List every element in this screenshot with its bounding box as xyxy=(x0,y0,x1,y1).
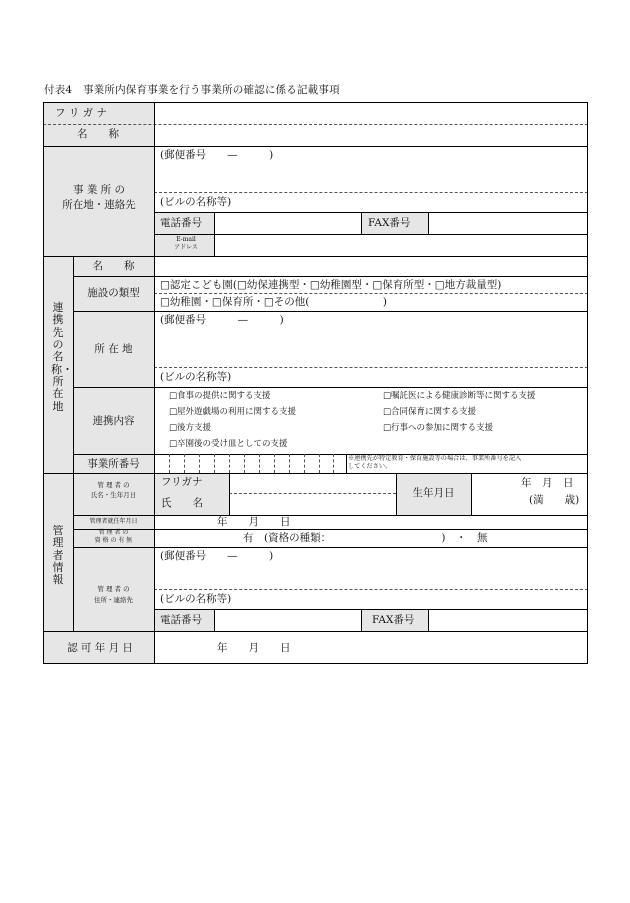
approval-value[interactable]: 年 月 日 xyxy=(217,642,291,654)
kanri-phone-label: 電話番号 xyxy=(160,614,202,626)
jigyousho-email-label-2: アドレス xyxy=(174,244,198,251)
renkei-building: (ビルの名称等) xyxy=(160,371,232,383)
kanri-side-label: 管理者情報 xyxy=(52,524,64,587)
qual-label-2: 資 格 の 有 無 xyxy=(94,537,133,544)
appointed-label: 管理者就任年月日 xyxy=(89,518,138,525)
jigyousho-label-2: 所在地・連絡先 xyxy=(62,199,136,211)
jigyousho-phone-field[interactable] xyxy=(215,213,360,233)
approval-label: 認 可 年 月 日 xyxy=(67,642,133,654)
facility-type-line-2[interactable]: □幼稚園・□保育所・□その他( ) xyxy=(160,296,387,308)
jigyousho-fax-field[interactable] xyxy=(429,213,587,233)
renkei-name-label: 名 称 xyxy=(92,260,135,272)
number-field[interactable] xyxy=(155,455,345,472)
jigyousho-postal: (郵便番号 — ) xyxy=(160,149,274,161)
kanri-fax-label: FAX番号 xyxy=(372,614,415,626)
name-field[interactable] xyxy=(155,125,587,145)
kanri-furigana-field[interactable] xyxy=(230,474,395,492)
kanri-address-field[interactable] xyxy=(155,564,587,588)
form-title: 付表4 事業所内保育事業を行う事業所の確認に係る記載事項 xyxy=(44,84,340,96)
content-item-4[interactable]: □合同保育に関する支援 xyxy=(383,407,477,417)
jigyousho-label-1: 事 業 所 の xyxy=(72,184,125,196)
kanri-name-label-2: 氏名・生年月日 xyxy=(90,491,137,499)
content-item-1[interactable]: □食事の提供に関する支援 xyxy=(169,391,271,401)
content-label: 連携内容 xyxy=(92,415,135,427)
jigyousho-phone-label: 電話番号 xyxy=(160,217,202,229)
kanri-name-label-1: 管 理 者 の xyxy=(97,481,130,489)
jigyousho-address-field[interactable] xyxy=(155,162,587,191)
furigana-label: フ リ ガ ナ xyxy=(55,107,108,119)
birth-value[interactable]: 年 月 日 xyxy=(521,477,574,489)
renkei-address-label: 所 在 地 xyxy=(94,343,133,355)
kanri-name-field[interactable] xyxy=(230,495,395,514)
jigyousho-fax-label: FAX番号 xyxy=(368,217,411,229)
number-label: 事業所番号 xyxy=(87,458,140,470)
kanri-addr-label-2: 住所・連絡先 xyxy=(94,596,133,604)
kanri-addr-label-1: 管 理 者 の xyxy=(97,585,130,593)
facility-type-label: 施設の類型 xyxy=(87,287,140,299)
kanri-shimei-label: 氏 名 xyxy=(161,497,203,509)
content-item-3[interactable]: □屋外遊戯場の利用に関する支援 xyxy=(169,407,297,417)
qual-value[interactable]: 有 (資格の種類： ) ・ 無 xyxy=(243,532,488,544)
age-value[interactable]: (満 歳) xyxy=(529,494,580,506)
kanri-phone-field[interactable] xyxy=(215,610,360,630)
jigyousho-email-label-1: E-mail xyxy=(176,236,196,243)
form-table xyxy=(43,102,588,664)
number-note-1: ※連携先が特定教育・保育施設等の場合は、事業所番号を記入 xyxy=(348,455,522,462)
jigyousho-building: (ビルの名称等) xyxy=(160,196,232,208)
furigana-field[interactable] xyxy=(155,103,587,123)
kanri-building: (ビルの名称等) xyxy=(160,593,232,605)
content-item-5[interactable]: □後方支援 xyxy=(169,423,212,433)
facility-type-line-1[interactable]: □認定こども園(□幼保連携型・□幼稚園型・□保育所型・□地方裁量型) xyxy=(160,279,502,291)
renkei-address-field[interactable] xyxy=(155,328,587,366)
qual-label-1: 管 理 者 の xyxy=(98,529,129,536)
renkei-name-field[interactable] xyxy=(155,257,587,275)
content-item-6[interactable]: □行事への参加に関する支援 xyxy=(383,423,494,433)
appointed-value[interactable]: 年 月 日 xyxy=(217,516,291,528)
kanri-postal: (郵便番号 — ) xyxy=(160,550,274,562)
jigyousho-email-field[interactable] xyxy=(215,235,587,255)
kanri-furigana-label: フリガナ xyxy=(161,476,203,488)
renkei-postal: (郵便番号 — ) xyxy=(160,314,284,326)
content-item-7[interactable]: □卒園後の受け皿としての支援 xyxy=(169,439,288,449)
content-item-2[interactable]: □嘱託医による健康診断等に関する支援 xyxy=(383,391,536,401)
renkei-side-label: 連携先の名称・所在地 xyxy=(51,301,73,413)
name-label: 名 称 xyxy=(77,128,119,140)
number-note-2: してください。 xyxy=(348,463,392,470)
kanri-fax-field[interactable] xyxy=(429,610,587,630)
birth-label: 生年月日 xyxy=(412,487,455,499)
